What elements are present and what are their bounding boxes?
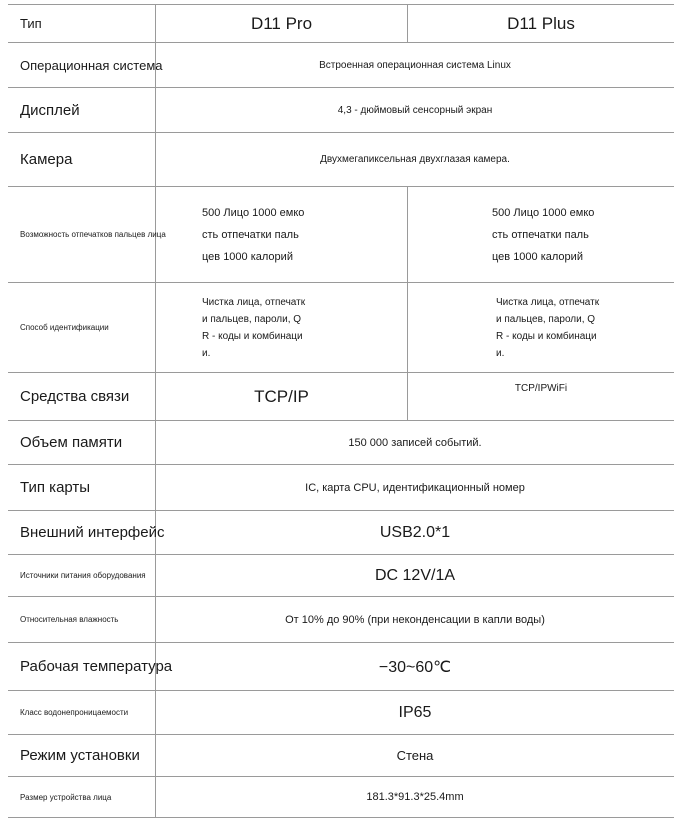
identification-pro (156, 283, 408, 372)
table-row-size (8, 776, 674, 818)
camera-label-text: Камера (20, 151, 73, 168)
card-label (8, 465, 156, 510)
humidity-value: От 10% до 90% (при неконденсации в капли воды) (285, 613, 545, 626)
display-label (8, 88, 156, 132)
table-row-header (8, 4, 674, 42)
temperature-label-text: Рабочая температура (20, 658, 173, 675)
card-value: IC, карта CPU, идентификационный номер (305, 481, 525, 494)
header-label-text: Тип (20, 16, 42, 31)
header-col-plus: D11 Plus (507, 13, 575, 33)
display-value: 4,3 - дюймовый сенсорный экран (337, 104, 493, 116)
table-row-interface (8, 510, 674, 554)
memory-value: 150 000 записей событий. (348, 436, 482, 449)
temperature-label (8, 643, 173, 690)
communication-pro: TCP/IP (156, 373, 408, 420)
waterproof-label-text: Класс водонепроницаемости (20, 708, 129, 717)
identification-plus-text (496, 294, 599, 362)
identification-pro-line: Чистка лица, отпечатк (202, 296, 306, 308)
mounting-label (8, 735, 156, 776)
humidity-label (8, 597, 156, 642)
size-value: 181.3*91.3*25.4mm (366, 791, 464, 803)
table-row-temperature (8, 642, 674, 690)
capacity-pro (156, 187, 408, 282)
table-row-waterproof (8, 690, 674, 734)
capacity-plus-line: цев 1000 калорий (492, 250, 583, 263)
capacity-plus-line: сть отпечатки паль (492, 228, 589, 241)
header-col-pro: D11 Pro (156, 5, 408, 42)
communication-plus: TCP/IPWiFi (514, 383, 568, 394)
table-row-communication (8, 372, 674, 420)
capacity-plus-text (492, 202, 594, 268)
camera-value: Двухмегапиксельная двухглазая камера. (320, 154, 510, 165)
communication-label (8, 373, 156, 420)
identification-label-text: Способ идентификации (20, 323, 109, 332)
table-row-camera (8, 132, 674, 186)
identification-plus (408, 283, 674, 372)
card-label-text: Тип карты (20, 479, 91, 496)
table-row-display (8, 87, 674, 132)
identification-plus-line: R - коды и комбинаци (496, 330, 597, 342)
table-row-memory (8, 420, 674, 464)
temperature-value: −30~60℃ (378, 658, 452, 676)
identification-pro-line: и. (202, 347, 211, 359)
interface-label (8, 511, 165, 554)
table-row-os (8, 42, 674, 87)
waterproof-value: IP65 (398, 703, 432, 721)
power-label-text: Источники питания оборудования (20, 571, 146, 580)
table-row-capacity (8, 186, 674, 282)
table-row-power (8, 554, 674, 596)
capacity-pro-text (202, 202, 304, 268)
table-row-humidity (8, 596, 674, 642)
header-label (8, 5, 156, 42)
identification-plus-line: и пальцев, пароли, Q (496, 313, 596, 325)
table-row-card (8, 464, 674, 510)
identification-pro-line: и пальцев, пароли, Q (202, 313, 302, 325)
identification-plus-line: Чистка лица, отпечатк (496, 296, 600, 308)
identification-pro-text (202, 294, 305, 362)
table-row-mounting (8, 734, 674, 776)
interface-value: USB2.0*1 (379, 523, 451, 541)
mounting-label-text: Режим установки (20, 747, 140, 764)
waterproof-label (8, 691, 156, 734)
power-label (8, 555, 156, 596)
spec-table (8, 4, 674, 820)
table-row-identification (8, 282, 674, 372)
capacity-label (8, 187, 166, 282)
display-label-text: Дисплей (20, 101, 80, 119)
os-value: Встроенная операционная система Linux (319, 59, 511, 71)
capacity-label-text: Возможность отпечатков пальцев лица (20, 230, 166, 239)
power-value: DC 12V/1A (374, 566, 456, 584)
capacity-plus-line: 500 Лицо 1000 емко (492, 206, 595, 219)
humidity-label-text: Относительная влажность (20, 615, 119, 624)
os-label-text: Операционная система (20, 57, 163, 73)
capacity-pro-line: 500 Лицо 1000 емко (202, 206, 305, 219)
size-label (8, 777, 156, 817)
capacity-pro-line: цев 1000 калорий (202, 250, 293, 263)
mounting-value: Стена (396, 748, 434, 763)
identification-label (8, 283, 156, 372)
capacity-pro-line: сть отпечатки паль (202, 228, 299, 241)
communication-label-text: Средства связи (20, 388, 130, 405)
size-label-text: Размер устройства лица (20, 792, 112, 802)
interface-label-text: Внешний интерфейс (20, 524, 165, 541)
identification-plus-line: и. (496, 347, 505, 359)
os-label (8, 43, 163, 87)
memory-label-text: Объем памяти (20, 434, 123, 451)
memory-label (8, 421, 156, 464)
identification-pro-line: R - коды и комбинаци (202, 330, 303, 342)
capacity-plus (408, 187, 674, 282)
camera-label (8, 133, 156, 186)
